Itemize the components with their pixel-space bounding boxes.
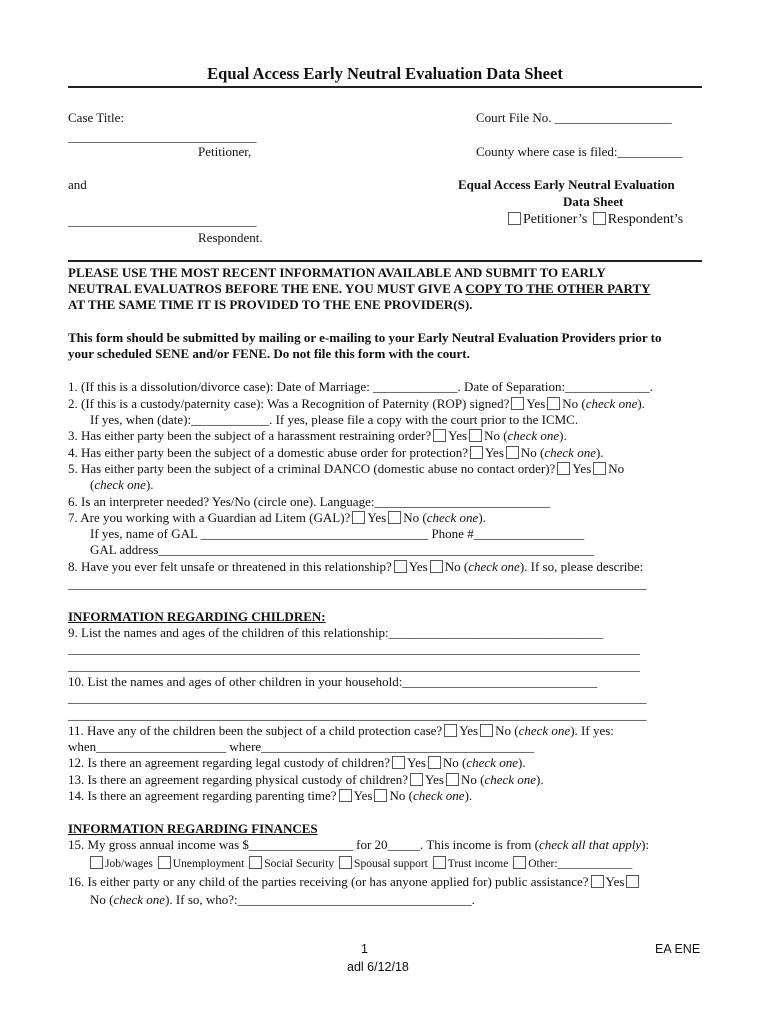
- q2-no-label: No (: [562, 396, 586, 411]
- q14-yes-checkbox[interactable]: [339, 789, 352, 802]
- q2-end: ).: [637, 396, 645, 411]
- respondents-label: Respondent’s: [607, 212, 684, 227]
- q5-yes-checkbox[interactable]: [557, 462, 570, 475]
- question-11: [68, 723, 614, 739]
- q9-line-2[interactable]: ________________________________________________________________________________________: [68, 658, 640, 673]
- question-7-text: 7. Are you working with a Guardian ad Litem (GAL)?: [68, 510, 351, 525]
- page-title: Equal Access Early Neutral Evaluation Data Sheet: [207, 64, 563, 83]
- q16-yes-checkbox[interactable]: [591, 875, 604, 888]
- right-title-line-2: Data Sheet: [563, 194, 624, 209]
- jobs-wages-checkbox[interactable]: [90, 856, 103, 869]
- question-3: [68, 428, 567, 444]
- question-2-followup[interactable]: If yes, when (date):____________. If yes, please file a copy with the court prior to the ICMC.: [90, 412, 579, 427]
- q8-yes-checkbox[interactable]: [394, 560, 407, 573]
- income-sources: [88, 856, 632, 872]
- q7-end: ).: [478, 510, 486, 525]
- q14-check-one: check one: [412, 788, 465, 803]
- question-7: [68, 510, 486, 526]
- question-12: [68, 755, 526, 771]
- q11-end: ). If yes:: [570, 723, 614, 738]
- q13-no-label: No (: [460, 772, 485, 787]
- q3-yes-label: Yes: [448, 428, 468, 443]
- q2-yes-label: Yes: [526, 396, 546, 411]
- instructions-line-2-text: NEUTRAL EVALUATROS BEFORE THE ENE. YOU MUST GIVE A: [68, 281, 466, 296]
- q3-check-one: check one: [507, 428, 560, 443]
- q3-no-checkbox[interactable]: [469, 429, 482, 442]
- q3-end: ).: [559, 428, 567, 443]
- submit-instructions-1: This form should be submitted by mailing or e-mailing to your Early Neutral Evaluation Providers prior to: [68, 330, 662, 345]
- q8-check-one: check one: [468, 559, 520, 574]
- question-6[interactable]: 6. Is an interpreter needed? Yes/No (circle one). Language:___________________________: [68, 494, 550, 509]
- q16-who-field: ). If so, who?:____________________________________.: [165, 892, 475, 907]
- q14-yes-label: Yes: [353, 788, 373, 803]
- q7-no-checkbox[interactable]: [388, 511, 401, 524]
- question-16-followup[interactable]: [90, 892, 475, 908]
- children-heading: INFORMATION REGARDING CHILDREN:: [68, 609, 326, 624]
- question-8-text: 8. Have you ever felt unsafe or threatened in this relationship?: [68, 559, 392, 574]
- question-5-followup: [90, 477, 154, 493]
- q2-yes-checkbox[interactable]: [511, 397, 524, 410]
- finances-heading: INFORMATION REGARDING FINANCES: [68, 821, 318, 836]
- q11-check-one: check one: [518, 723, 571, 738]
- q3-no-label: No (: [484, 428, 508, 443]
- q2-no-checkbox[interactable]: [547, 397, 560, 410]
- q16-check-one: check one: [113, 892, 166, 907]
- q11-no-checkbox[interactable]: [480, 724, 493, 737]
- respondent-name-line[interactable]: _____________________________: [68, 213, 257, 228]
- social-security-label: Social Security: [264, 858, 335, 870]
- question-11-text: 11. Have any of the children been the subject of a child protection case?: [68, 723, 443, 738]
- q9-line-1[interactable]: ________________________________________________________________________________________: [68, 641, 640, 656]
- question-2: [68, 396, 645, 412]
- question-15-text: 15. My gross annual income was $________________ for 20_____. This income is from (: [68, 837, 539, 852]
- q4-no-label: No (: [520, 445, 545, 460]
- q8-yes-label: Yes: [408, 559, 428, 574]
- social-security-checkbox[interactable]: [249, 856, 262, 869]
- q14-no-checkbox[interactable]: [374, 789, 387, 802]
- q12-no-label: No (: [442, 755, 467, 770]
- petitioners-checkbox[interactable]: [508, 212, 521, 225]
- unemployment-label: Unemployment: [172, 858, 245, 870]
- question-1[interactable]: 1. (If this is a dissolution/divorce case): Date of Marriage: _____________. Date of Separation:_____________.: [68, 379, 653, 394]
- question-14: [68, 788, 472, 804]
- case-title-label: Case Title:: [68, 110, 124, 125]
- question-4: [68, 445, 604, 461]
- q11-no-label: No (: [495, 723, 519, 738]
- q4-yes-checkbox[interactable]: [470, 446, 483, 459]
- revision-date: adl 6/12/18: [347, 960, 409, 974]
- q13-check-one: check one: [484, 772, 537, 787]
- petitioner-name-line[interactable]: _____________________________: [68, 129, 257, 144]
- submit-instructions-2: your scheduled SENE and/or FENE. Do not file this form with the court.: [68, 346, 470, 361]
- q12-end: ).: [517, 755, 526, 770]
- trust-income-label: Trust income: [447, 858, 509, 870]
- question-10[interactable]: 10. List the names and ages of other children in your household:______________________________: [68, 674, 598, 689]
- title-rule: [68, 86, 702, 88]
- spousal-support-label: Spousal support: [354, 858, 428, 870]
- right-title-line-1: Equal Access Early Neutral Evaluation: [458, 177, 675, 192]
- question-5-text: 5. Has either party been the subject of a criminal DANCO (domestic abuse no contact order)?: [68, 461, 556, 476]
- question-13: [68, 772, 544, 788]
- and-label: and: [68, 177, 87, 192]
- q15-end: ):: [641, 837, 650, 852]
- unemployment-checkbox[interactable]: [158, 856, 171, 869]
- q13-no-checkbox[interactable]: [446, 773, 459, 786]
- q12-check-one: check one: [466, 755, 518, 770]
- q5-end: ).: [145, 477, 154, 492]
- form-code: EA ENE: [655, 942, 701, 956]
- q12-yes-label: Yes: [406, 755, 426, 770]
- q2-check-one: check one: [585, 396, 638, 411]
- instructions-line-1: PLEASE USE THE MOST RECENT INFORMATION AVAILABLE AND SUBMIT TO EARLY: [68, 265, 606, 280]
- q8-end: ). If so, please describe:: [519, 559, 644, 574]
- q16-no-label: No (: [90, 892, 114, 907]
- jobs-wages-label: Job/wages: [105, 858, 153, 870]
- q4-yes-label: Yes: [484, 445, 504, 460]
- question-9[interactable]: 9. List the names and ages of the children of this relationship:_________________________________: [68, 625, 604, 640]
- county-field[interactable]: County where case is filed:__________: [476, 144, 683, 159]
- question-15[interactable]: [68, 837, 649, 853]
- q7-check-one: check one: [426, 510, 479, 525]
- other-income-checkbox[interactable]: [513, 856, 526, 869]
- instructions-line-3: AT THE SAME TIME IT IS PROVIDED TO THE ENE PROVIDER(S).: [68, 297, 473, 312]
- q7-yes-label: Yes: [367, 510, 387, 525]
- submitter-choice: [506, 212, 683, 228]
- q14-no-label: No (: [389, 788, 413, 803]
- q5-no-checkbox[interactable]: [593, 462, 606, 475]
- q4-end: ).: [595, 445, 604, 460]
- caption-rule: [68, 260, 702, 262]
- question-14-text: 14. Is there an agreement regarding parenting time?: [68, 788, 337, 803]
- page-number: 1: [361, 942, 368, 956]
- q15-check-all: check all that apply: [538, 837, 642, 852]
- q8-describe-line[interactable]: _________________________________________________________________________________________: [68, 576, 647, 591]
- q8-no-label: No (: [444, 559, 469, 574]
- question-16-text: 16. Is either party or any child of the parties receiving (or has anyone applied for) public assistance?: [68, 874, 589, 889]
- q5-no-label: No: [608, 461, 625, 476]
- petitioner-label: Petitioner,: [198, 144, 252, 159]
- q3-yes-checkbox[interactable]: [433, 429, 446, 442]
- other-income-label[interactable]: Other:_____________: [528, 858, 633, 870]
- q14-end: ).: [464, 788, 473, 803]
- question-2-text: 2. (If this is a custody/paternity case): Was a Recognition of Paternity (ROP) signed?: [68, 396, 510, 411]
- q7-no-label: No (: [403, 510, 427, 525]
- petitioners-label: Petitioner’s: [523, 212, 588, 227]
- q11-yes-label: Yes: [459, 723, 479, 738]
- q13-yes-checkbox[interactable]: [410, 773, 423, 786]
- instructions-line-2: [68, 281, 651, 297]
- q5-yes-label: Yes: [572, 461, 592, 476]
- q16-yes-label: Yes: [605, 874, 625, 889]
- question-16: [68, 874, 641, 890]
- q12-no-checkbox[interactable]: [428, 756, 441, 769]
- question-12-text: 12. Is there an agreement regarding legal custody of children?: [68, 755, 390, 770]
- q11-yes-checkbox[interactable]: [444, 724, 457, 737]
- gal-name-phone[interactable]: If yes, name of GAL ___________________________________ Phone #_________________: [90, 526, 585, 541]
- q13-yes-label: Yes: [425, 772, 444, 787]
- respondents-checkbox[interactable]: [593, 212, 606, 225]
- q4-check-one: check one: [544, 445, 596, 460]
- q7-yes-checkbox[interactable]: [352, 511, 365, 524]
- q10-line-1[interactable]: _________________________________________________________________________________________: [68, 690, 647, 705]
- q4-no-checkbox[interactable]: [506, 446, 519, 459]
- q5-open-paren: (: [90, 477, 95, 492]
- question-3-text: 3. Has either party been the subject of a harassment restraining order?: [68, 428, 432, 443]
- q16-no-checkbox[interactable]: [626, 875, 639, 888]
- question-5: [68, 461, 624, 477]
- q5-check-one: check one: [94, 477, 146, 492]
- question-4-text: 4. Has either party been the subject of a domestic abuse order for protection?: [68, 445, 468, 460]
- q8-no-checkbox[interactable]: [430, 560, 443, 573]
- court-file-field[interactable]: Court File No. __________________: [476, 110, 672, 125]
- trust-income-checkbox[interactable]: [433, 856, 446, 869]
- question-13-text: 13. Is there an agreement regarding physical custody of children?: [68, 772, 409, 787]
- spousal-support-checkbox[interactable]: [339, 856, 352, 869]
- q10-line-2[interactable]: _________________________________________________________________________________________: [68, 707, 647, 722]
- copy-other-party-text: COPY TO THE OTHER PARTY: [465, 281, 651, 296]
- question-8: [68, 559, 643, 575]
- q13-end: ).: [536, 772, 544, 787]
- q12-yes-checkbox[interactable]: [392, 756, 405, 769]
- q11-when-where[interactable]: when____________________ where__________________________________________: [68, 739, 535, 754]
- gal-address[interactable]: GAL address___________________________________________________________________: [90, 542, 594, 557]
- respondent-label: Respondent.: [198, 230, 263, 245]
